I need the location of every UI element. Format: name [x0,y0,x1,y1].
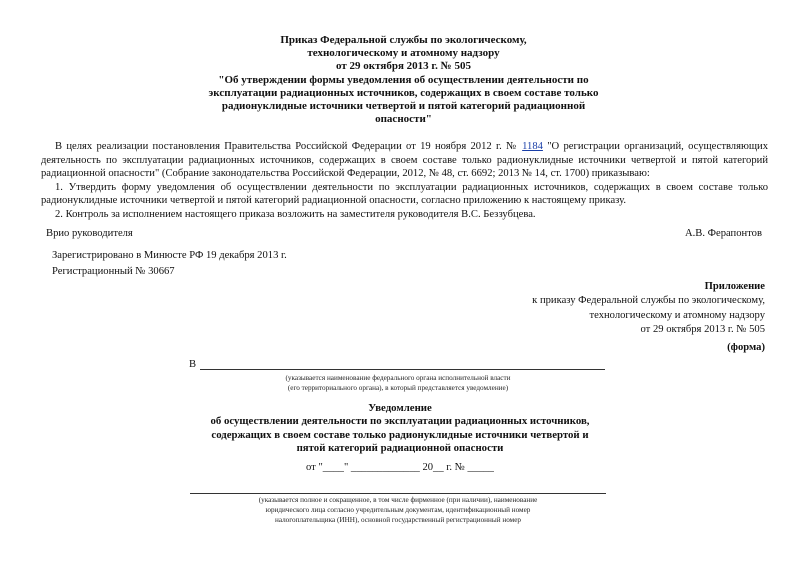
title-line-5: эксплуатации радиационных источников, содержащих в своем составе только [208,86,599,99]
preamble-paragraph [41,140,768,181]
title-line-4: "Об утверждении формы уведомления об осуществлении деятельности по [218,73,589,86]
notice-title [190,402,610,455]
applicant-caption-line-1: (указывается полное и сокращенное, в том числе фирменное (при наличии), наименование [258,496,538,504]
notice-date-line: от "____" _____________ 20__ г. № _____ [306,462,494,473]
recipient-caption-line-2: (его территориального органа), в который представляется уведомление) [287,384,509,392]
signatory-name: А.В. Ферапонтов [684,228,762,239]
title-line-1: Приказ Федеральной службы по экологическому, [280,34,527,46]
document-title [150,34,657,126]
title-line-6: радионуклидные источники четвертой и пятой категорий радиационной [221,100,586,113]
registration-line-2: Регистрационный № 30667 [52,265,175,277]
applicant-caption-line-2: юридического лица согласно учредительным документам, идентификационный номер [265,506,531,514]
applicant-caption-line-3: налогоплательщика (ИНН), основной государственный регистрационный номер [275,516,521,524]
decree-1184-link[interactable]: 1184 [522,141,543,152]
preamble-text-start: В целях реализации постановления Правительства Российской Федерации от 19 ноября 2012 г. № [55,141,523,152]
form-label: (форма) [727,342,765,353]
title-line-3: от 29 октября 2013 г. № 505 [336,60,471,73]
appendix-line-1: к приказу Федеральной службы по экологическому, [532,295,765,307]
notice-title-line-4: пятой категорий радиационной опасности [296,441,504,454]
recipient-caption [190,373,606,393]
appendix-line-2: технологическому и атомному надзору [589,309,765,321]
notice-title-line-1: Уведомление [368,402,432,414]
title-line-2: технологическому и атомному надзору [307,47,500,60]
clause-2: 2. Контроль за исполнением настоящего приказа возложить на заместителя руководителя В.С. Беззубцева. [55,208,536,220]
appendix-header [532,280,765,338]
recipient-blank-line [200,359,605,370]
recipient-field [189,359,605,370]
notice-title-line-2: об осуществлении деятельности по эксплуатации радиационных источников, [210,415,590,428]
order-body [41,140,768,222]
registration-line-1: Зарегистрировано в Минюсте РФ 19 декабря 2013 г. [52,250,287,261]
appendix-title: Приложение [704,281,765,292]
signatory-role: Врио руководителя [46,228,133,239]
preamble-text-end: "О регистрации организаций, осуществляющих деятельность по эксплуатации радиационных источников, содержащих в своем составе только радионуклидные источники четвертой и пятой категорий радиационной опасности" (Собрание законодательства Российской Федерации, 2012, № 48, ст. 6692; 2013 № 14, ст. 1700) приказываю: [41,141,769,180]
registration-info [52,248,287,279]
recipient-prefix: В [189,359,197,370]
clause-1: 1. Утвердить форму уведомления об осуществлении деятельности по эксплуатации радиационных источников, содержащих в своем составе только радионуклидные источники четвертой и пятой категорий радиационной опасности, согласно приложению к настоящему приказу. [41,181,768,207]
appendix-line-3: от 29 октября 2013 г. № 505 [640,324,765,336]
recipient-caption-line-1: (указывается наименование федерального органа исполнительной власти [285,374,511,382]
applicant-blank-line [190,493,606,494]
applicant-caption [180,495,616,525]
notice-title-line-3: содержащих в своем составе только радионуклидные источники четвертой и [211,428,589,441]
title-line-7: опасности" [375,113,432,126]
signature-row [46,228,762,239]
